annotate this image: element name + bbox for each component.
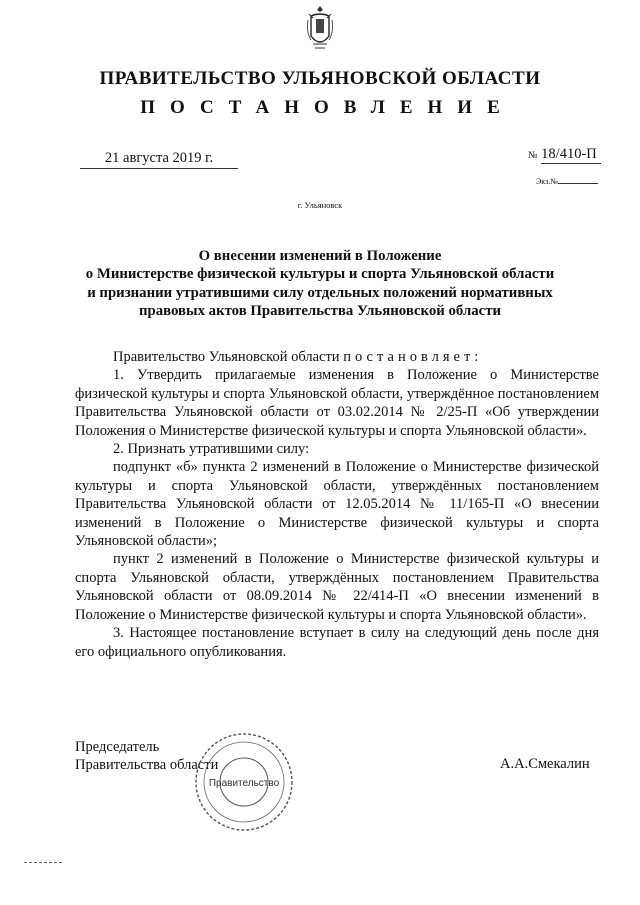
copy-label: Экз.№ [536,177,558,186]
signatory-title-line: Председатель [75,739,160,755]
document-body [75,348,599,661]
item-3: 3. Настоящее постановление вступает в силу на следующий день после дня его официального опубликования. [75,625,599,660]
city: г. Ульяновск [297,200,343,210]
copy-number [536,177,598,186]
copy-blank-line [558,183,598,184]
item-2-subitem: пункт 2 изменений в Положение о Министерстве физической культуры и спорта Ульяновской области, утверждённых постановлением Правительства Ульяновской области от 08.09.2014 № 22/414-П «О внесении изменений в Положение о Министерстве физической культуры и спорта Ульяновской области». [75,551,599,623]
subject-line: о Министерстве физической культуры и спорта Ульяновской области [85,266,555,283]
item-1: 1. Утвердить прилагаемые изменения в Положение о Министерстве физической культуры и спорта Ульяновской области, утверждённое постановлением Правительства Ульяновской области от 03.02.2014 № 2/25-П «Об утверждении Положения о Министерстве физической культуры и спорта Ульяновской области». [75,367,599,439]
intro-prefix: Правительство Ульяновской области [113,349,344,365]
official-seal [190,730,298,834]
item-2-subitem: подпункт «б» пункта 2 изменений в Положение о Министерстве физической культуры и спорта Ульяновской области, утверждённых постановлением Правительства Ульяновской области от 12.05.2014 № 11/165-П «О внесении изменений в Положение о Министерстве физической культуры и спорта Ульяновской области»; [75,459,599,550]
signatory-name: А.А.Смекалин [500,756,590,772]
coat-of-arms-icon [307,4,333,58]
document-number [528,146,608,164]
number-sign: № [528,150,538,161]
subject-line: О внесении изменений в Положение [198,248,442,264]
item-2: 2. Признать утратившими силу: [113,441,310,458]
seal-text: Правительство [208,778,280,789]
document-subject [60,247,580,320]
subject-line: и признании утратившими силу отдельных положений нормативных [87,284,553,301]
document-type-title: ПОСТАНОВЛЕНИЕ [140,97,515,118]
signatory-title-line: Правительства области [75,757,219,773]
footer-marks [24,862,62,863]
intro-paragraph [75,348,599,366]
number-value: 18/410-П [541,146,601,164]
subject-line: правовых актов Правительства Ульяновской области [138,302,502,319]
organization-title: ПРАВИТЕЛЬСТВО УЛЬЯНОВСКОЙ ОБЛАСТИ [99,68,541,89]
intro-verb: постановляет: [343,349,483,365]
document-date: 21 августа 2019 г. [80,150,238,169]
